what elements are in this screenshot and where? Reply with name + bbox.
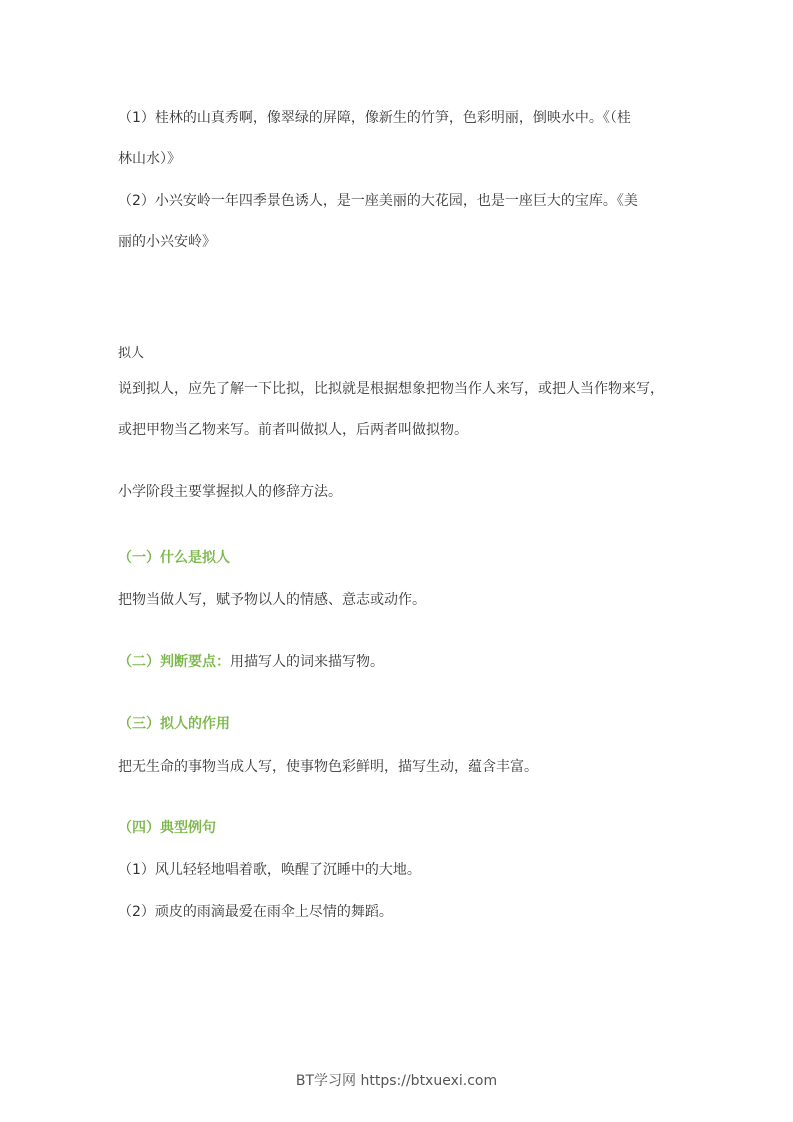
example-sentence-1: （1）风儿轻轻地唱着歌，唤醒了沉睡中的大地。	[118, 862, 421, 878]
intro-line-3: 小学阶段主要掌握拟人的修辞方法。	[118, 484, 342, 500]
definition-text: 把物当做人写，赋予物以人的情感、意志或动作。	[118, 592, 426, 608]
example-sentence-2: （2）顽皮的雨滴最爱在雨伞上尽情的舞蹈。	[118, 904, 393, 920]
example-2-line-2: 丽的小兴安岭》	[118, 234, 216, 250]
intro-line-1: 说到拟人，应先了解一下比拟，比拟就是根据想象把物当作人来写，或把人当作物来写，	[118, 381, 664, 397]
key-point-text: 用描写人的词来描写物。	[230, 654, 384, 670]
example-2-line-1: （2）小兴安岭一年四季景色诱人，是一座美丽的大花园，也是一座巨大的宝库。《美	[118, 193, 638, 209]
example-1-line-2: 林山水）》	[118, 151, 181, 167]
intro-line-2: 或把甲物当乙物来写。前者叫做拟人，后两者叫做拟物。	[118, 422, 468, 438]
key-point-line	[118, 652, 384, 672]
heading-function: （三）拟人的作用	[118, 716, 230, 732]
heading-what-is: （一）什么是拟人	[118, 550, 230, 566]
function-text: 把无生命的事物当成人写，使事物色彩鲜明，描写生动，蕴含丰富。	[118, 759, 538, 775]
heading-examples: （四）典型例句	[118, 820, 216, 836]
section-title: 拟人	[118, 346, 145, 361]
example-1-line-1: （1）桂林的山真秀啊，像翠绿的屏障，像新生的竹笋，色彩明丽，倒映水中。《（桂	[118, 110, 631, 126]
heading-key-point: （二）判断要点：	[118, 654, 230, 670]
footer-watermark: BT学习网 https://btxuexi.com	[295, 1073, 498, 1089]
